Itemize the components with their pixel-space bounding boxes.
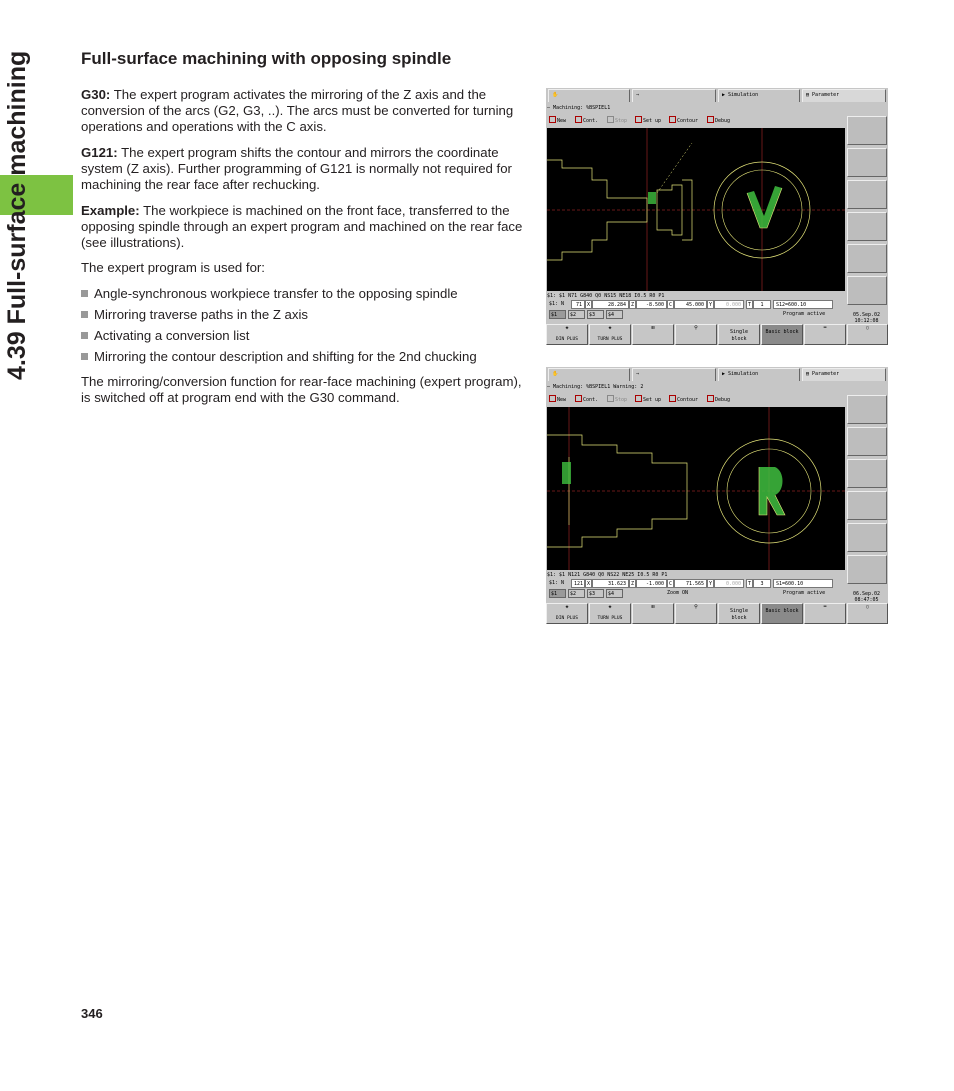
softkey[interactable]: [847, 491, 887, 520]
magnifier-icon: ⚲: [694, 604, 698, 610]
keyboard-button[interactable]: [804, 603, 846, 624]
keyboard-button[interactable]: [804, 324, 846, 345]
c-label: C: [668, 581, 672, 587]
tab-program[interactable]: [632, 89, 716, 102]
simulation-screenshot-2: [546, 367, 888, 624]
basic-block-button[interactable]: Basic block: [761, 324, 803, 345]
stop-icon: [607, 395, 614, 402]
parameter-icon: ▤: [806, 371, 810, 377]
simulation-graphic[interactable]: [547, 128, 845, 291]
bullet-square-icon: [81, 332, 88, 339]
page-number: 346: [81, 1006, 103, 1021]
single-block-button[interactable]: Single block: [718, 324, 760, 345]
turn-plus-icon: ◈: [608, 604, 612, 610]
date-time: 05.Sep.02 10:12:08: [852, 312, 881, 324]
continue-icon: [575, 116, 582, 123]
program-active-status: Program active: [783, 311, 826, 317]
bullet-item: Angle-synchronous workpiece transfer to the opposing spindle: [81, 286, 458, 302]
s-value: S1=600.10: [773, 579, 833, 588]
slot-2[interactable]: $2: [568, 589, 585, 598]
tab-machine[interactable]: [548, 368, 630, 381]
slot-3[interactable]: $3: [587, 589, 604, 598]
softkey[interactable]: [847, 555, 887, 584]
y-value: 0.000: [714, 579, 744, 588]
slot-4[interactable]: $4: [606, 310, 623, 319]
section-heading: Full-surface machining with opposing spindle: [81, 49, 452, 68]
contour-icon: [669, 116, 676, 123]
tab-simulation[interactable]: ▶ Simulation: [718, 368, 800, 381]
example-text: The workpiece is machined on the front face, transferred to the opposing spindle through an expert program and machined on the rear face (see illustrations).: [81, 203, 523, 250]
x-label: X: [586, 581, 590, 587]
tab-parameter[interactable]: ▤ Parameter: [802, 368, 886, 381]
turn-plus-icon: ◈: [608, 325, 612, 331]
program-line: $1: $1 N71 G840 Q0 NS15 NE18 I0.5 R0 P1: [547, 293, 665, 299]
softkey[interactable]: [847, 148, 887, 177]
din-plus-button[interactable]: ◈ DIN PLUS: [546, 324, 588, 345]
parameter-icon: ▤: [806, 92, 810, 98]
softkey-column: [846, 395, 887, 591]
x-value: 28.284: [592, 300, 629, 309]
bullet-item: Activating a conversion list: [81, 328, 249, 344]
menu-new[interactable]: New: [549, 116, 566, 127]
single-block-button[interactable]: Single block: [718, 603, 760, 624]
exit-icon: ▯: [865, 325, 869, 331]
magnifier-icon: ⚲: [694, 325, 698, 331]
g30-paragraph: [81, 87, 526, 135]
menu-cont[interactable]: Cont.: [575, 116, 598, 127]
tab-simulation[interactable]: ▶ Simulation: [718, 89, 800, 102]
example-label: Example:: [81, 203, 140, 218]
bullet-item: Mirroring the contour description and shifting for the 2nd chucking: [81, 349, 477, 365]
bullet-square-icon: [81, 311, 88, 318]
slot-2[interactable]: $2: [568, 310, 585, 319]
keyboard-icon: ⌨: [823, 604, 827, 610]
menu-contour[interactable]: Contour: [669, 395, 698, 406]
softkey[interactable]: [847, 459, 887, 488]
magnifier-button[interactable]: [675, 603, 717, 624]
hand-icon: ✋: [552, 371, 559, 377]
simulation-icon: ▶: [722, 92, 726, 98]
tab-program[interactable]: [632, 368, 716, 381]
t-value: 3: [753, 579, 771, 588]
n-value: 71: [571, 300, 585, 309]
menu-cont[interactable]: Cont.: [575, 395, 598, 406]
simulation-graphic[interactable]: [547, 407, 845, 570]
status-line: — Machining: %BSPIEL1 Warning: 2: [547, 384, 644, 390]
c-label: C: [668, 302, 672, 308]
simulation-screenshot-1: [546, 88, 888, 345]
zoom-status: Zoom ON: [667, 590, 689, 596]
setup-icon: [635, 395, 642, 402]
closing-paragraph: The mirroring/conversion function for rear-face machining (expert program), is switched off at program end with the G30 command.: [81, 374, 522, 405]
s-value: S12=600.10: [773, 300, 833, 309]
menu-bar: [547, 395, 845, 407]
slot-4[interactable]: $4: [606, 589, 623, 598]
t-value: 1: [753, 300, 771, 309]
c-value: 71.565: [674, 579, 707, 588]
menu-new[interactable]: New: [549, 395, 566, 406]
continue-icon: [575, 395, 582, 402]
n-label: $1: N: [549, 580, 565, 586]
magnifier-button[interactable]: [675, 324, 717, 345]
y-value: 0.000: [714, 300, 744, 309]
tool-button[interactable]: [632, 603, 674, 624]
keyboard-icon: ⌨: [823, 325, 827, 331]
x-value: 31.623: [592, 579, 629, 588]
exit-icon: ▯: [865, 604, 869, 610]
n-value: 121: [571, 579, 585, 588]
position-display: [547, 579, 845, 588]
menu-bar: [547, 116, 845, 128]
intro-paragraph: The expert program is used for:: [81, 260, 265, 275]
program-active-status: Program active: [783, 590, 826, 596]
softkey[interactable]: [847, 276, 887, 305]
menu-stop[interactable]: Stop: [607, 116, 627, 127]
z-label: Z: [630, 581, 634, 587]
tab-machine[interactable]: [548, 89, 630, 102]
tool-icon: ⊞: [651, 325, 655, 331]
bullet-item: Mirroring traverse paths in the Z axis: [81, 307, 308, 323]
t-label: T: [747, 302, 751, 308]
program-line: $1: $1 N121 G840 Q0 NS22 NE25 I0.5 R0 P1: [547, 572, 668, 578]
exit-button[interactable]: [847, 324, 888, 345]
tool-icon: ⊞: [651, 604, 655, 610]
turn-plus-button[interactable]: ◈ TURN PLUS: [589, 324, 631, 345]
g30-text: The expert program activates the mirroring of the Z axis and the conversion of the arcs (G2, G3, ..). The arcs must be converted for turning operations and operations with the C axis.: [81, 87, 514, 134]
slot-1[interactable]: $1: [549, 310, 566, 319]
g121-text: The expert program shifts the contour and mirrors the coordinate system (Z axis). Further programming of G121 is normally not required for machining the rear face after rechucking.: [81, 145, 512, 192]
n-label: $1: N: [549, 301, 565, 307]
slot-1[interactable]: $1: [549, 589, 566, 598]
bottom-softkeys: [546, 603, 888, 624]
date-time: 06.Sep.02 08:47:05: [852, 591, 881, 603]
bottom-softkeys: [546, 324, 888, 345]
slot-row: [547, 310, 845, 320]
menu-setup[interactable]: Set up: [635, 395, 661, 406]
c-value: 45.000: [674, 300, 707, 309]
g121-paragraph: [81, 145, 526, 193]
contour-icon: [669, 395, 676, 402]
hand-icon: ✋: [552, 92, 559, 98]
softkey[interactable]: [847, 427, 887, 456]
slot-3[interactable]: $3: [587, 310, 604, 319]
softkey[interactable]: [847, 244, 887, 273]
new-icon: [549, 116, 556, 123]
debug-icon: [707, 116, 714, 123]
bullet-square-icon: [81, 353, 88, 360]
tab-bar: [546, 367, 888, 381]
din-plus-button[interactable]: ◈ DIN PLUS: [546, 603, 588, 624]
tab-bar: [546, 88, 888, 102]
din-plus-icon: ◈: [565, 604, 569, 610]
menu-stop[interactable]: Stop: [607, 395, 627, 406]
x-label: X: [586, 302, 590, 308]
basic-block-button[interactable]: Basic block: [761, 603, 803, 624]
debug-icon: [707, 395, 714, 402]
simulation-icon: ▶: [722, 371, 726, 377]
z-value: -8.500: [636, 300, 667, 309]
softkey[interactable]: [847, 180, 887, 209]
slot-row: [547, 589, 845, 599]
y-label: Y: [708, 581, 712, 587]
softkey[interactable]: [847, 523, 887, 552]
chapter-side-title: 4.39 Full-surface machining: [3, 50, 31, 380]
tool-button[interactable]: [632, 324, 674, 345]
z-label: Z: [630, 302, 634, 308]
menu-setup[interactable]: Set up: [635, 116, 661, 127]
position-display: [547, 300, 845, 309]
z-value: -1.000: [636, 579, 667, 588]
t-label: T: [747, 581, 751, 587]
new-icon: [549, 395, 556, 402]
softkey[interactable]: [847, 395, 887, 424]
menu-debug[interactable]: Debug: [707, 395, 730, 406]
stop-icon: [607, 116, 614, 123]
g121-label: G121:: [81, 145, 118, 160]
bullet-square-icon: [81, 290, 88, 297]
turn-plus-button[interactable]: ◈ TURN PLUS: [589, 603, 631, 624]
y-label: Y: [708, 302, 712, 308]
example-paragraph: [81, 203, 526, 251]
g30-label: G30:: [81, 87, 111, 102]
menu-debug[interactable]: Debug: [707, 116, 730, 127]
menu-contour[interactable]: Contour: [669, 116, 698, 127]
exit-button[interactable]: [847, 603, 888, 624]
din-plus-icon: ◈: [565, 325, 569, 331]
setup-icon: [635, 116, 642, 123]
tab-parameter[interactable]: ▤ Parameter: [802, 89, 886, 102]
softkey-column: [846, 116, 887, 312]
softkey[interactable]: [847, 212, 887, 241]
arrow-icon: ⇒: [636, 92, 640, 98]
arrow-icon: ⇒: [636, 371, 640, 377]
softkey[interactable]: [847, 116, 887, 145]
status-line: — Machining: %BSPIEL1: [547, 105, 611, 111]
